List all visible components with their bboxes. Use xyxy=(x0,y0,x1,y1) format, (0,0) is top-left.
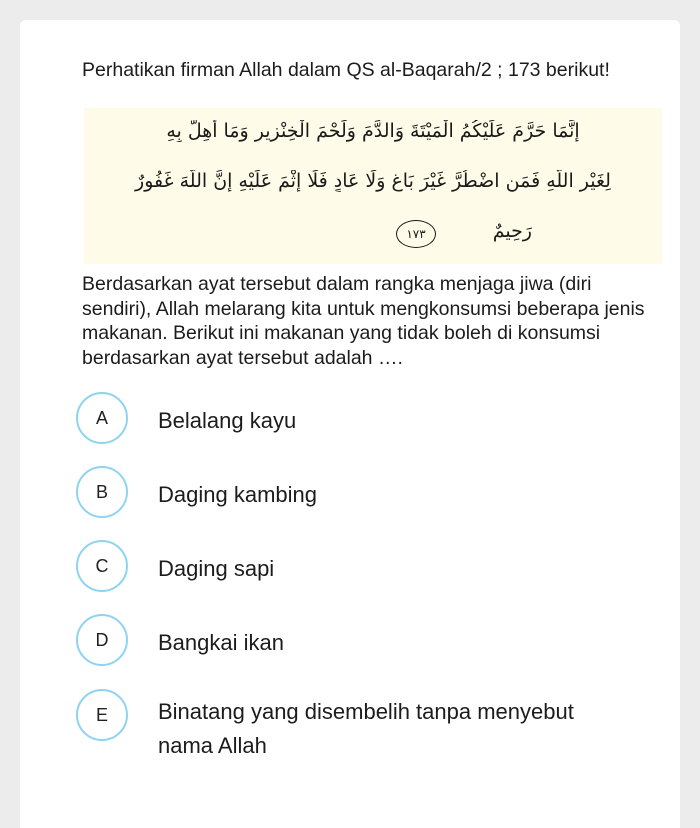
option-letter-circle[interactable]: E xyxy=(76,689,128,741)
ayah-number-marker: ١٧٣ xyxy=(396,220,436,248)
option-letter-circle[interactable]: D xyxy=(76,614,128,666)
option-label[interactable]: Belalang kayu xyxy=(158,408,297,433)
option-e[interactable] xyxy=(76,689,636,763)
option-b[interactable] xyxy=(76,466,636,518)
ayah-line-1: إِنَّمَا حَرَّمَ عَلَيْكُمُ الْمَيْتَةَ وَالدَّمَ وَلَحْمَ الْخِنْزِيرِ وَمَا أُهِلَّ بِهِ xyxy=(166,120,580,142)
option-label[interactable]: Daging sapi xyxy=(158,556,275,581)
option-letter-circle[interactable]: C xyxy=(76,540,128,592)
ayah-line-2: لِغَيْرِ اللَّهِ فَمَنِ اضْطُرَّ غَيْرَ بَاغٍ وَلَا عَادٍ فَلَا إِثْمَ عَلَيْهِ إِنَّ اللَّهَ غَفُورٌ xyxy=(135,170,611,192)
option-a[interactable] xyxy=(76,392,636,444)
option-label[interactable]: Daging kambing xyxy=(158,482,317,507)
option-label[interactable]: Bangkai ikan xyxy=(158,630,284,655)
option-label[interactable]: Binatang yang disembelih tanpa menyebut nama Allah xyxy=(158,699,574,758)
ayah-image xyxy=(84,108,662,264)
ayah-line-3: رَحِيمٌ xyxy=(492,220,532,242)
option-c[interactable] xyxy=(76,540,636,592)
question-text: Berdasarkan ayat tersebut dalam rangka menjaga jiwa (diri sendiri), Allah melarang kita untuk mengkonsumsi beberapa jenis makanan. Berikut ini makanan yang tidak boleh di konsumsi berdasarkan ayat tersebut adalah …. xyxy=(82,273,645,369)
question-intro: Perhatikan firman Allah dalam QS al-Baqarah/2 ; 173 berikut! xyxy=(82,59,610,81)
option-letter-circle[interactable]: A xyxy=(76,392,128,444)
option-letter-circle[interactable]: B xyxy=(76,466,128,518)
option-d[interactable] xyxy=(76,614,636,666)
